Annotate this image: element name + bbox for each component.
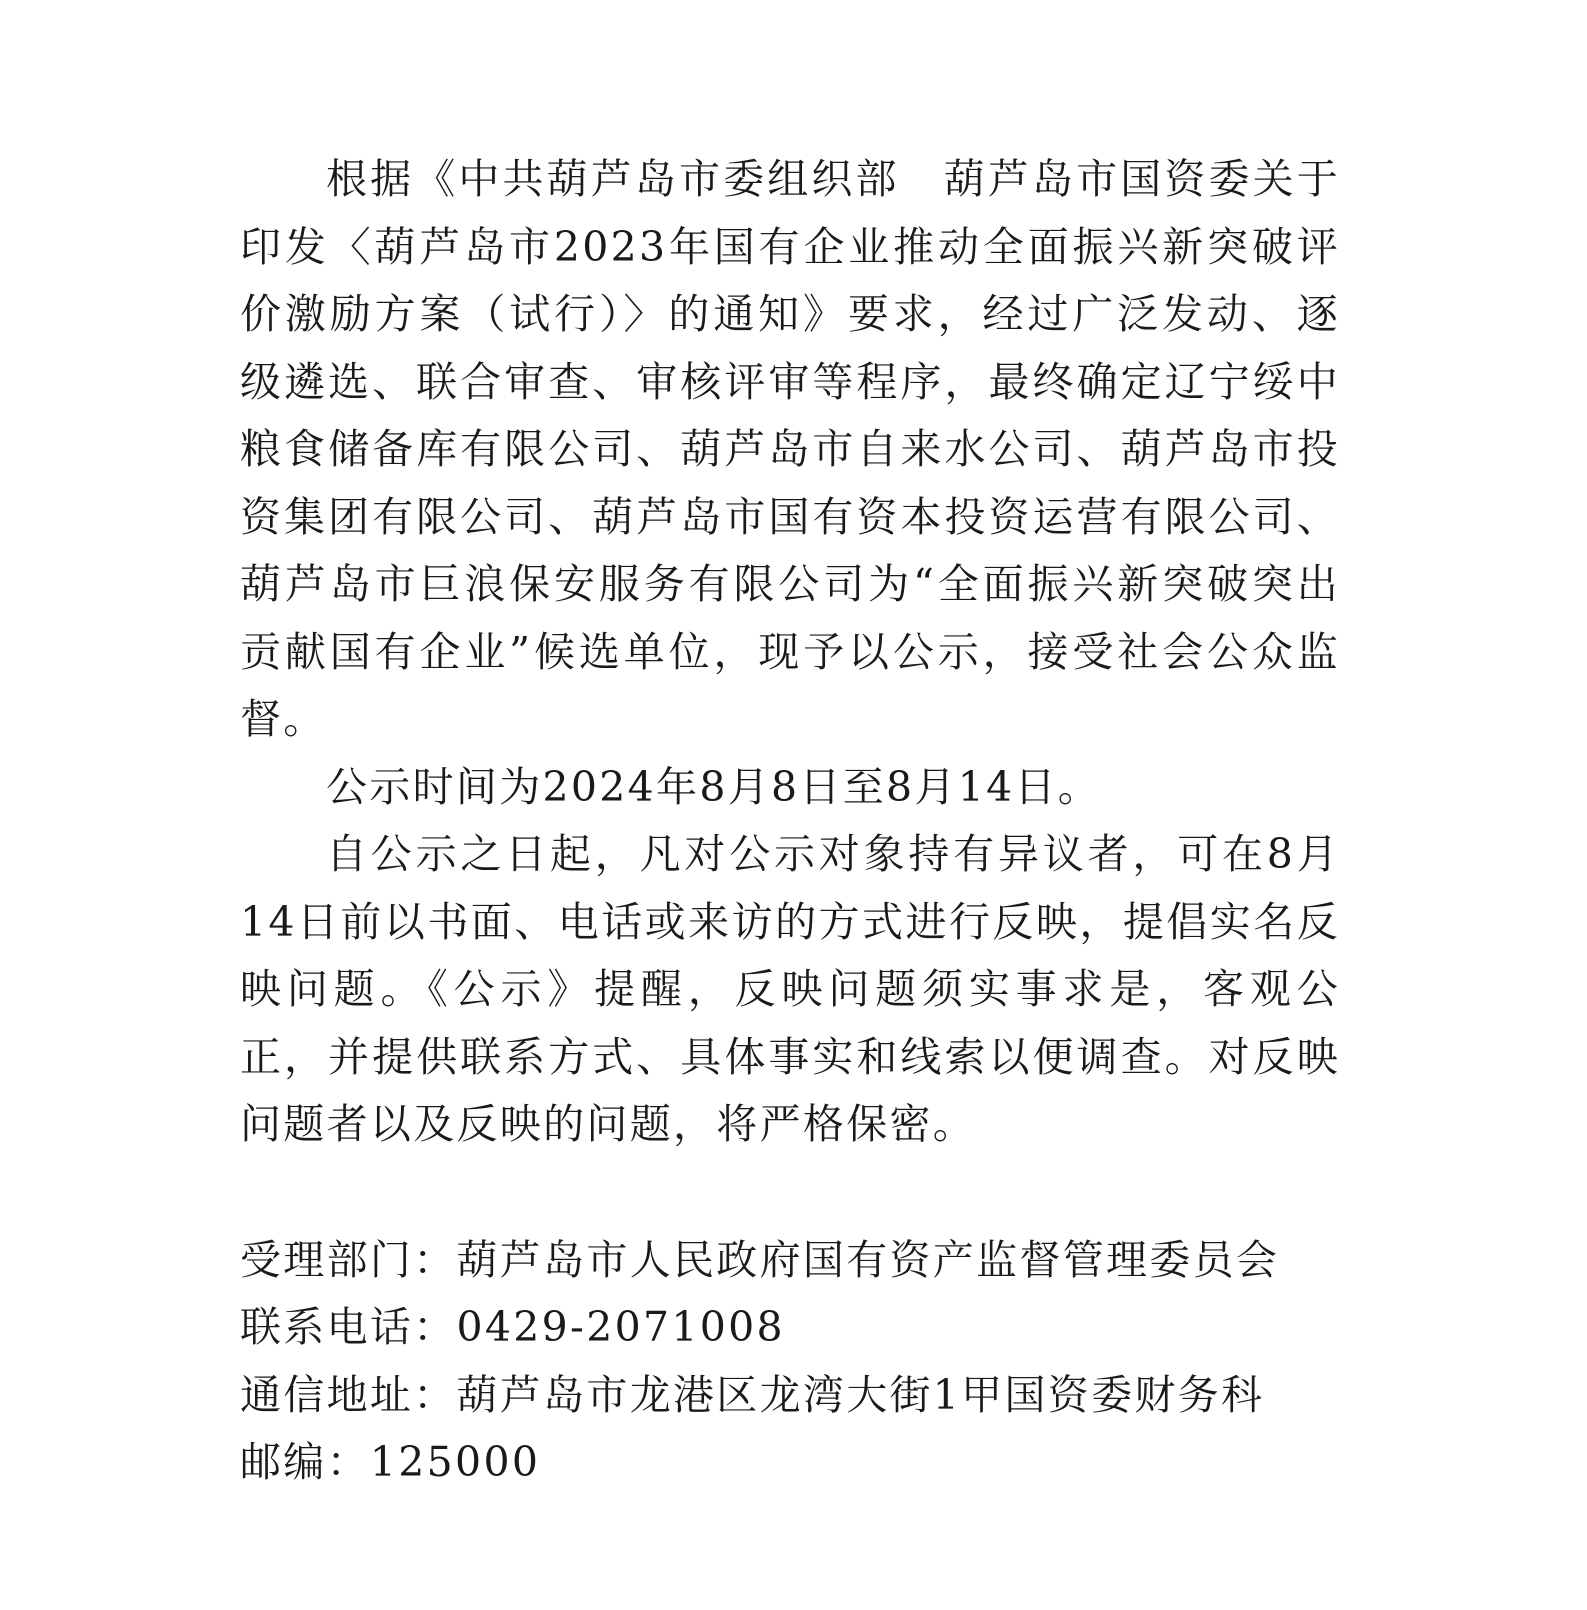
contact-phone: 联系电话：0429-2071008 [240,1303,785,1351]
contact-address: 通信地址：葫芦岛市龙港区龙湾大街1甲国资委财务科 [240,1370,1265,1419]
contact-postcode: 邮编：125000 [240,1438,541,1486]
notice-document [240,146,1340,1497]
contact-department: 受理部门：葫芦岛市人民政府国有资产监督管理委员会 [240,1235,1280,1284]
notice-paragraph-announcement: 根据《中共葫芦岛市委组织部 葫芦岛市国资委关于印发〈葫芦岛市2023年国有企业推动全面振兴新突破评价激励方案（试行）〉的通知》要求，经过广泛发动、逐级遴选、联合审查、审核评审等程序，最终确定辽宁绥中粮食储备库有限公司、葫芦岛市自来水公司、葫芦岛市投资集团有限公司、葫芦岛市国有资本投资运营有限公司、葫芦岛市巨浪保安服务有限公司为“全面振兴新突破突出贡献国有企业”候选单位，现予以公示，接受社会公众监督。 [240,155,1340,743]
notice-paragraph-objection: 自公示之日起，凡对公示对象持有异议者，可在8月14日前以书面、电话或来访的方式进行反映，提倡实名反映问题。《公示》提醒，反映问题须实事求是，客观公正，并提供联系方式、具体事实和线索以便调查。对反映问题者以及反映的问题，将严格保密。 [240,830,1340,1148]
notice-paragraph-period: 公示时间为2024年8月8日至8月14日。 [326,762,1102,811]
contact-block [240,1227,1340,1497]
